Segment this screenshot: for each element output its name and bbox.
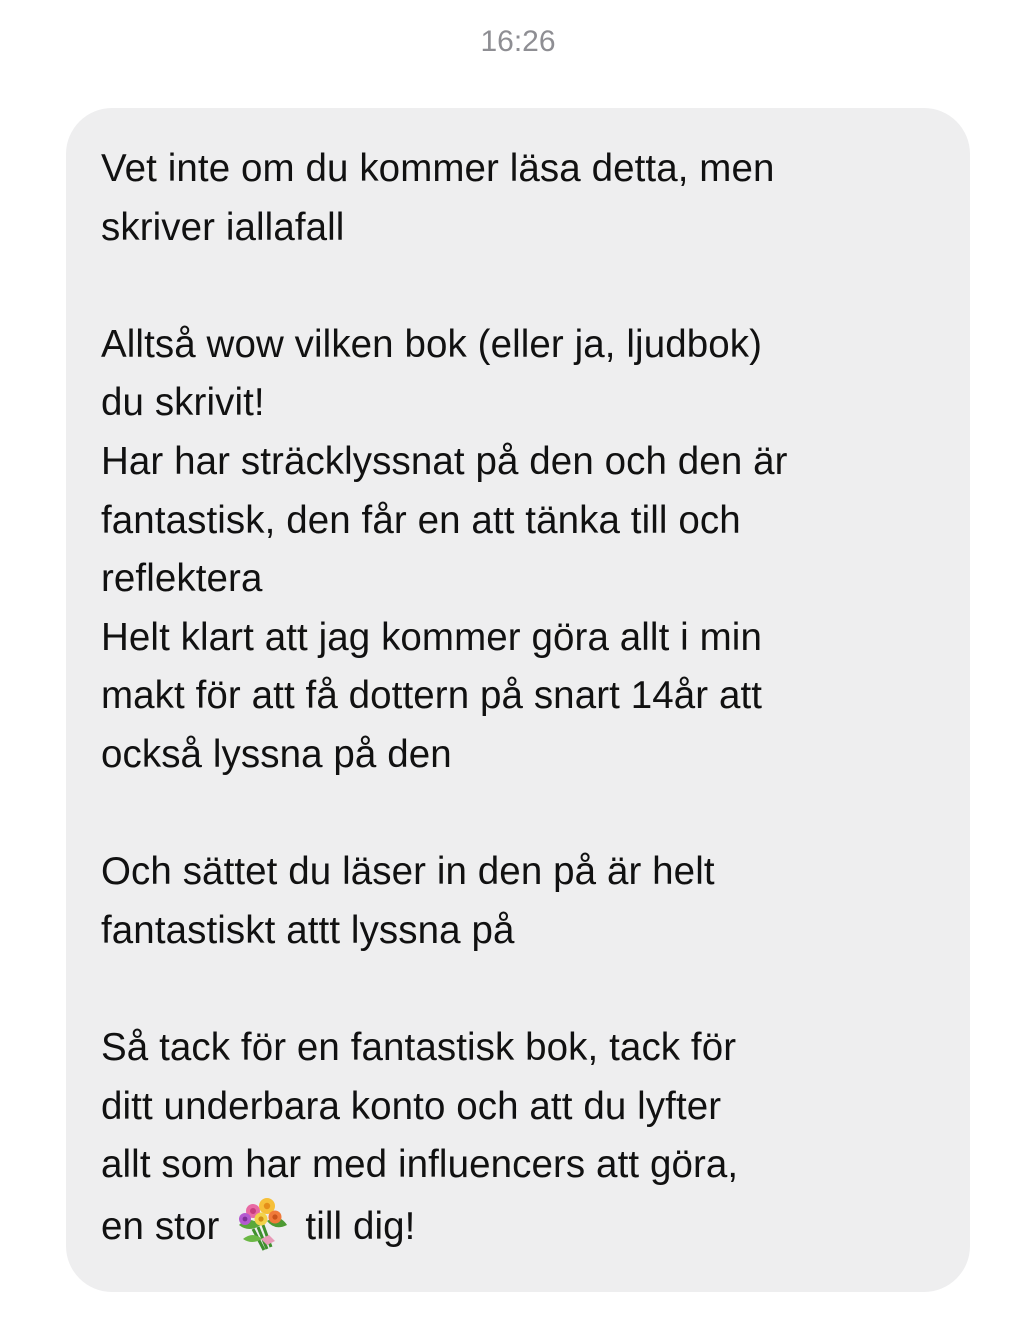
message-paragraph-1 <box>101 140 940 257</box>
paragraph-gap <box>101 257 940 316</box>
message-text-after-emoji: till dig! <box>305 1204 416 1248</box>
message-line: du skrivit! <box>101 381 265 425</box>
message-line: allt som har med influencers att göra, <box>101 1143 739 1187</box>
message-timestamp: 16:26 <box>480 25 556 58</box>
message-paragraph-2 <box>101 316 940 785</box>
message-line: Har har sträcklyssnat på den och den är <box>101 439 788 483</box>
message-line: skriver iallafall <box>101 205 345 249</box>
message-line: Alltså wow vilken bok (eller ja, ljudbok) <box>101 322 763 366</box>
message-line: fantastiskt attt lyssna på <box>101 908 515 952</box>
message-line: makt för att få dottern på snart 14år att <box>101 674 763 718</box>
bouquet-emoji-icon <box>231 1195 291 1253</box>
paragraph-gap <box>101 785 940 844</box>
message-line: Helt klart att jag kommer göra allt i min <box>101 615 762 659</box>
message-line: Och sättet du läser in den på är helt <box>101 850 715 894</box>
message-line: ditt underbara konto och att du lyfter <box>101 1084 722 1128</box>
message-last-line <box>101 1195 940 1254</box>
message-paragraph-3 <box>101 843 940 960</box>
message-paragraph-4 <box>101 1019 940 1253</box>
paragraph-gap <box>101 960 940 1019</box>
message-text-before-emoji: en stor <box>101 1204 220 1248</box>
message-line: Så tack för en fantastisk bok, tack för <box>101 1025 737 1069</box>
message-line: också lyssna på den <box>101 732 452 776</box>
message-line: Vet inte om du kommer läsa detta, men <box>101 147 775 190</box>
received-message-bubble[interactable] <box>66 108 970 1292</box>
message-line: reflektera <box>101 557 263 601</box>
message-line: fantastisk, den får en att tänka till och <box>101 498 741 542</box>
